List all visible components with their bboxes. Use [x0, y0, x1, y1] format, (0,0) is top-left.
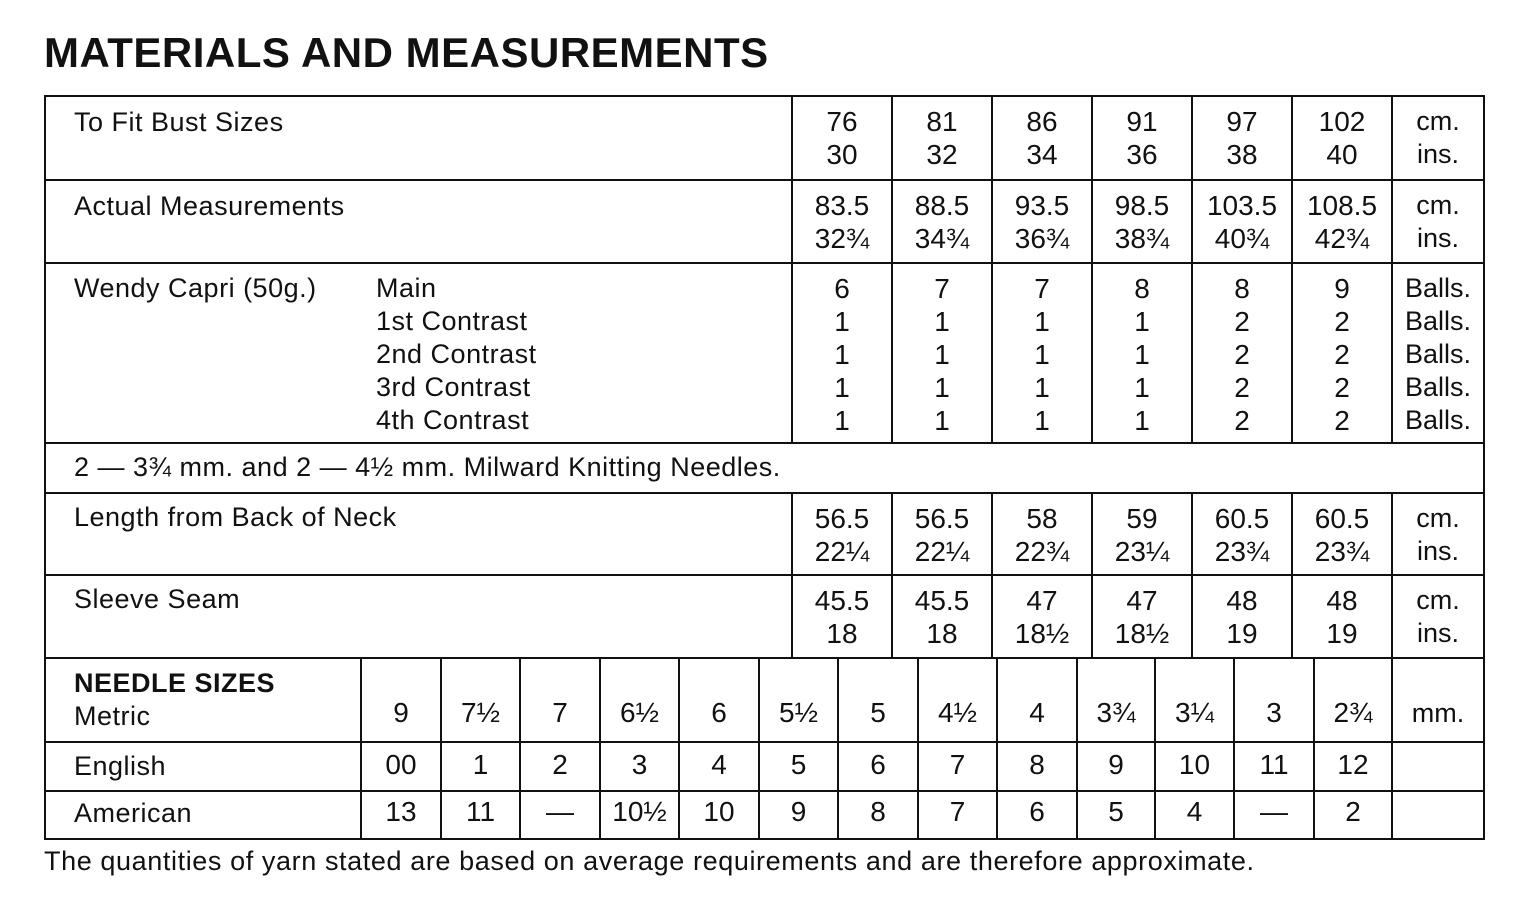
- unit-cm: cm.: [1416, 585, 1460, 615]
- yarn-colour-names: [376, 264, 776, 442]
- sleeve-ins: 18: [826, 618, 858, 649]
- ball-count: 1: [1034, 372, 1050, 403]
- actual-ins: 32¾: [814, 223, 870, 254]
- materials-table: [44, 95, 1485, 840]
- length-ins: 22¼: [914, 536, 970, 567]
- sleeve-seam-row: [46, 576, 1483, 659]
- bust-sizes-row: [46, 97, 1483, 181]
- length-row: [46, 494, 1483, 576]
- ball-count: 1: [1034, 306, 1050, 337]
- english-size-cell: [837, 743, 917, 790]
- american-size-cell: [758, 792, 837, 838]
- metric-size: 6½: [620, 697, 659, 728]
- metric-size: 4: [1029, 697, 1045, 728]
- colour-name: 2nd Contrast: [376, 339, 537, 369]
- actual-ins: 36¾: [1014, 223, 1070, 254]
- english-size-cell: [519, 743, 599, 790]
- american-size: 8: [870, 796, 886, 827]
- ball-count: 1: [934, 372, 950, 403]
- needle-english-row: [46, 743, 1483, 792]
- metric-label: Metric: [74, 701, 151, 731]
- english-label: English: [74, 751, 167, 781]
- american-size: —: [1260, 796, 1288, 827]
- size-col-2: [891, 97, 991, 179]
- page-title: MATERIALS AND MEASUREMENTS: [44, 29, 769, 76]
- english-size-cell: [599, 743, 678, 790]
- length-unit-col: [1391, 494, 1483, 574]
- american-label: American: [74, 798, 193, 828]
- length-cm: 58: [1026, 503, 1058, 534]
- american-size-cell: [519, 792, 599, 838]
- actual-cm: 103.5: [1206, 190, 1278, 221]
- english-size-cell: [678, 743, 758, 790]
- needles-note: 2 — 3¾ mm. and 2 — 4½ mm. Milward Knitting Needles.: [74, 452, 781, 482]
- actual-col-6: [1291, 181, 1391, 262]
- english-size-cell: [360, 743, 440, 790]
- length-col-1: [791, 494, 891, 574]
- actual-col-3: [991, 181, 1091, 262]
- sleeve-ins: 18½: [1114, 618, 1170, 649]
- unit-ins: ins.: [1416, 139, 1460, 169]
- ball-count: 1: [1134, 306, 1150, 337]
- unit-cm: cm.: [1416, 190, 1460, 220]
- sleeve-cm: 48: [1226, 585, 1258, 616]
- yarn-label: Wendy Capri (50g.): [74, 273, 317, 303]
- metric-size-cell: [1233, 659, 1313, 741]
- ball-count: 1: [834, 306, 850, 337]
- american-size: 4: [1186, 796, 1203, 827]
- american-size-cell: [1076, 792, 1154, 838]
- english-size-cell: [1313, 743, 1391, 790]
- english-size-cell: [917, 743, 996, 790]
- english-size: 4: [711, 749, 727, 780]
- length-cm: 59: [1126, 503, 1158, 534]
- ball-count: 1: [934, 405, 950, 436]
- actual-col-1: [791, 181, 891, 262]
- sleeve-seam-label: Sleeve Seam: [74, 584, 241, 614]
- ball-count: 1: [934, 339, 950, 370]
- sleeve-col-6: [1291, 576, 1391, 657]
- unit-cm: cm.: [1416, 503, 1460, 533]
- ball-count: 2: [1334, 306, 1350, 337]
- ball-count: 1: [834, 339, 850, 370]
- unit-col: [1391, 97, 1483, 179]
- american-size: 6: [1029, 796, 1045, 827]
- american-size-cell: [360, 792, 440, 838]
- bust-ins: 36: [1126, 139, 1158, 170]
- english-size: 00: [385, 749, 417, 780]
- metric-size-cell: [758, 659, 837, 741]
- ball-count: 1: [1134, 405, 1150, 436]
- sleeve-cm: 45.5: [814, 585, 870, 616]
- sleeve-col-5: [1191, 576, 1291, 657]
- metric-size: 3¼: [1175, 697, 1214, 728]
- actual-cm: 83.5: [814, 190, 870, 221]
- sleeve-cm: 48: [1326, 585, 1358, 616]
- english-size: 8: [1029, 749, 1045, 780]
- actual-unit-col: [1391, 181, 1483, 262]
- colour-name: Main: [376, 273, 437, 303]
- ball-count: 1: [834, 405, 850, 436]
- needle-sizes-label-cell: [74, 667, 275, 741]
- needle-sizes-heading: NEEDLE SIZES: [74, 668, 276, 698]
- american-size: 5: [1108, 796, 1124, 827]
- footnote: The quantities of yarn stated are based on average requirements and are therefore approximate.: [44, 846, 1255, 876]
- english-size-cell: [758, 743, 837, 790]
- ball-count: 2: [1334, 372, 1350, 403]
- size-col-3: [991, 97, 1091, 179]
- bust-cm: 76: [826, 106, 858, 137]
- sleeve-col-3: [991, 576, 1091, 657]
- american-size-cell: [599, 792, 678, 838]
- bust-ins: 34: [1026, 139, 1058, 170]
- metric-size-cell: [360, 659, 440, 741]
- length-col-6: [1291, 494, 1391, 574]
- actual-measurements-row: [46, 181, 1483, 264]
- american-size: 11: [465, 796, 496, 827]
- unit-ins: ins.: [1416, 536, 1460, 566]
- english-size-cell: [1233, 743, 1313, 790]
- unit-balls: Balls.: [1404, 273, 1472, 303]
- bust-cm: 91: [1126, 106, 1158, 137]
- bust-cm: 81: [926, 106, 958, 137]
- yarn-col-1: [791, 264, 891, 442]
- actual-ins: 38¾: [1114, 223, 1170, 254]
- ball-count: 1: [834, 372, 850, 403]
- actual-cm: 93.5: [1014, 190, 1070, 221]
- actual-col-5: [1191, 181, 1291, 262]
- needle-metric-row: [46, 659, 1483, 743]
- american-size-cell: [996, 792, 1076, 838]
- needle-unit-cell: [1391, 743, 1483, 790]
- ball-count: 8: [1134, 273, 1150, 304]
- ball-count: 2: [1334, 339, 1350, 370]
- metric-size-cell: [996, 659, 1076, 741]
- american-size: 13: [385, 796, 417, 827]
- metric-size-cell: [440, 659, 519, 741]
- needle-unit-cell: [1391, 659, 1483, 741]
- american-size: 7: [949, 796, 966, 827]
- unit-cm: cm.: [1416, 106, 1460, 136]
- length-ins: 23¼: [1114, 536, 1170, 567]
- american-size-cell: [917, 792, 996, 838]
- american-size-cell: [440, 792, 519, 838]
- size-col-1: [791, 97, 891, 179]
- length-cm: 60.5: [1214, 503, 1270, 534]
- colour-name: 1st Contrast: [376, 306, 528, 336]
- sleeve-ins: 19: [1326, 618, 1358, 649]
- ball-count: 8: [1234, 273, 1250, 304]
- unit-balls: Balls.: [1404, 372, 1472, 402]
- colour-name: 3rd Contrast: [376, 372, 531, 402]
- english-size: 2: [552, 749, 568, 780]
- length-ins: 23¾: [1314, 536, 1370, 567]
- length-cm: 60.5: [1314, 503, 1370, 534]
- actual-col-2: [891, 181, 991, 262]
- english-size-cell: [996, 743, 1076, 790]
- bust-cm: 102: [1318, 106, 1366, 137]
- ball-count: 1: [1134, 372, 1150, 403]
- ball-count: 1: [934, 306, 950, 337]
- sleeve-cm: 47: [1026, 585, 1058, 616]
- unit-ins: ins.: [1416, 618, 1460, 648]
- american-size-cell: [678, 792, 758, 838]
- ball-count: 2: [1234, 339, 1250, 370]
- actual-cm: 88.5: [914, 190, 970, 221]
- ball-count: 2: [1234, 306, 1250, 337]
- yarn-col-2: [891, 264, 991, 442]
- english-size: 1: [472, 749, 489, 780]
- metric-size-cell: [1154, 659, 1233, 741]
- length-col-4: [1091, 494, 1191, 574]
- sleeve-cm: 47: [1126, 585, 1158, 616]
- english-size: 10: [1178, 749, 1211, 780]
- english-size-cell: [1076, 743, 1154, 790]
- actual-ins: 34¾: [914, 223, 970, 254]
- english-size: 9: [1108, 749, 1124, 780]
- sleeve-col-4: [1091, 576, 1191, 657]
- unit-balls: Balls.: [1404, 306, 1472, 336]
- metric-size-cell: [837, 659, 917, 741]
- yarn-unit-col: [1391, 264, 1483, 442]
- sleeve-col-2: [891, 576, 991, 657]
- yarn-row: [46, 264, 1483, 444]
- american-size-cell: [1313, 792, 1391, 838]
- metric-size-cell: [519, 659, 599, 741]
- yarn-col-3: [991, 264, 1091, 442]
- length-ins: 23¾: [1214, 536, 1270, 567]
- length-cm: 56.5: [814, 503, 870, 534]
- metric-size: 4½: [938, 697, 977, 728]
- length-col-2: [891, 494, 991, 574]
- bust-cm: 86: [1026, 106, 1058, 137]
- unit-balls: Balls.: [1404, 405, 1472, 435]
- length-ins: 22¼: [814, 536, 870, 567]
- sleeve-ins: 18½: [1014, 618, 1070, 649]
- ball-count: 6: [834, 273, 850, 304]
- needle-unit-cell: [1391, 792, 1483, 838]
- length-cm: 56.5: [914, 503, 970, 534]
- sleeve-ins: 18: [926, 618, 958, 649]
- metric-size-cell: [1076, 659, 1154, 741]
- english-size: 12: [1337, 749, 1369, 780]
- ball-count: 9: [1334, 273, 1350, 304]
- english-size: 11: [1259, 749, 1289, 780]
- american-size-cell: [837, 792, 917, 838]
- length-col-5: [1191, 494, 1291, 574]
- american-size: 2: [1345, 796, 1361, 827]
- sleeve-col-1: [791, 576, 891, 657]
- actual-col-4: [1091, 181, 1191, 262]
- english-size: 3: [631, 749, 648, 780]
- bust-cm: 97: [1226, 106, 1258, 137]
- american-size-cell: [1154, 792, 1233, 838]
- metric-size: 5½: [779, 697, 818, 728]
- english-size: 7: [949, 749, 966, 780]
- american-size: 10½: [612, 796, 667, 827]
- yarn-col-5: [1191, 264, 1291, 442]
- metric-size: 3¾: [1096, 697, 1136, 728]
- yarn-col-4: [1091, 264, 1191, 442]
- ball-count: 1: [1134, 339, 1150, 370]
- ball-count: 7: [934, 273, 950, 304]
- metric-size: 9: [393, 697, 409, 728]
- metric-size-cell: [1313, 659, 1391, 741]
- metric-size-cell: [599, 659, 678, 741]
- actual-cm: 98.5: [1114, 190, 1170, 221]
- english-size: 5: [790, 749, 807, 780]
- ball-count: 2: [1334, 405, 1350, 436]
- length-ins: 22¾: [1014, 536, 1070, 567]
- english-size-cell: [1154, 743, 1233, 790]
- size-col-4: [1091, 97, 1191, 179]
- metric-size: 5: [870, 697, 886, 728]
- bust-ins: 32: [926, 139, 958, 170]
- bust-ins: 30: [826, 139, 858, 170]
- sleeve-cm: 45.5: [914, 585, 970, 616]
- ball-count: 1: [1034, 339, 1050, 370]
- metric-size: 3: [1266, 697, 1282, 728]
- needle-american-row: [46, 792, 1483, 838]
- actual-ins: 40¾: [1214, 223, 1270, 254]
- sleeve-ins: 19: [1226, 618, 1258, 649]
- size-col-5: [1191, 97, 1291, 179]
- actual-ins: 42¾: [1314, 223, 1370, 254]
- metric-size: 6: [711, 697, 727, 728]
- metric-size-cell: [917, 659, 996, 741]
- english-size-cell: [440, 743, 519, 790]
- metric-size: 2¾: [1333, 697, 1373, 728]
- colour-name: 4th Contrast: [376, 405, 530, 435]
- american-size: 10: [703, 796, 735, 827]
- ball-count: 2: [1234, 372, 1250, 403]
- bust-ins: 40: [1326, 139, 1358, 170]
- english-size: 6: [870, 749, 886, 780]
- unit-ins: ins.: [1416, 223, 1460, 253]
- size-col-6: [1291, 97, 1391, 179]
- american-size-cell: [1233, 792, 1313, 838]
- sleeve-unit-col: [1391, 576, 1483, 657]
- actual-measurements-label: Actual Measurements: [74, 191, 345, 221]
- bust-ins: 38: [1226, 139, 1258, 170]
- ball-count: 7: [1034, 273, 1050, 304]
- metric-size: 7½: [461, 697, 500, 728]
- yarn-col-6: [1291, 264, 1391, 442]
- ball-count: 1: [1034, 405, 1050, 436]
- american-size: —: [546, 796, 574, 827]
- metric-size: 7: [552, 697, 568, 728]
- unit-mm: mm.: [1411, 698, 1465, 728]
- length-label: Length from Back of Neck: [74, 502, 397, 532]
- bust-sizes-label: To Fit Bust Sizes: [74, 107, 284, 137]
- actual-cm: 108.5: [1306, 190, 1378, 221]
- length-col-3: [991, 494, 1091, 574]
- american-size: 9: [790, 796, 807, 827]
- metric-size-cell: [678, 659, 758, 741]
- ball-count: 2: [1234, 405, 1250, 436]
- unit-balls: Balls.: [1404, 339, 1472, 369]
- needles-note-row: [46, 444, 1483, 494]
